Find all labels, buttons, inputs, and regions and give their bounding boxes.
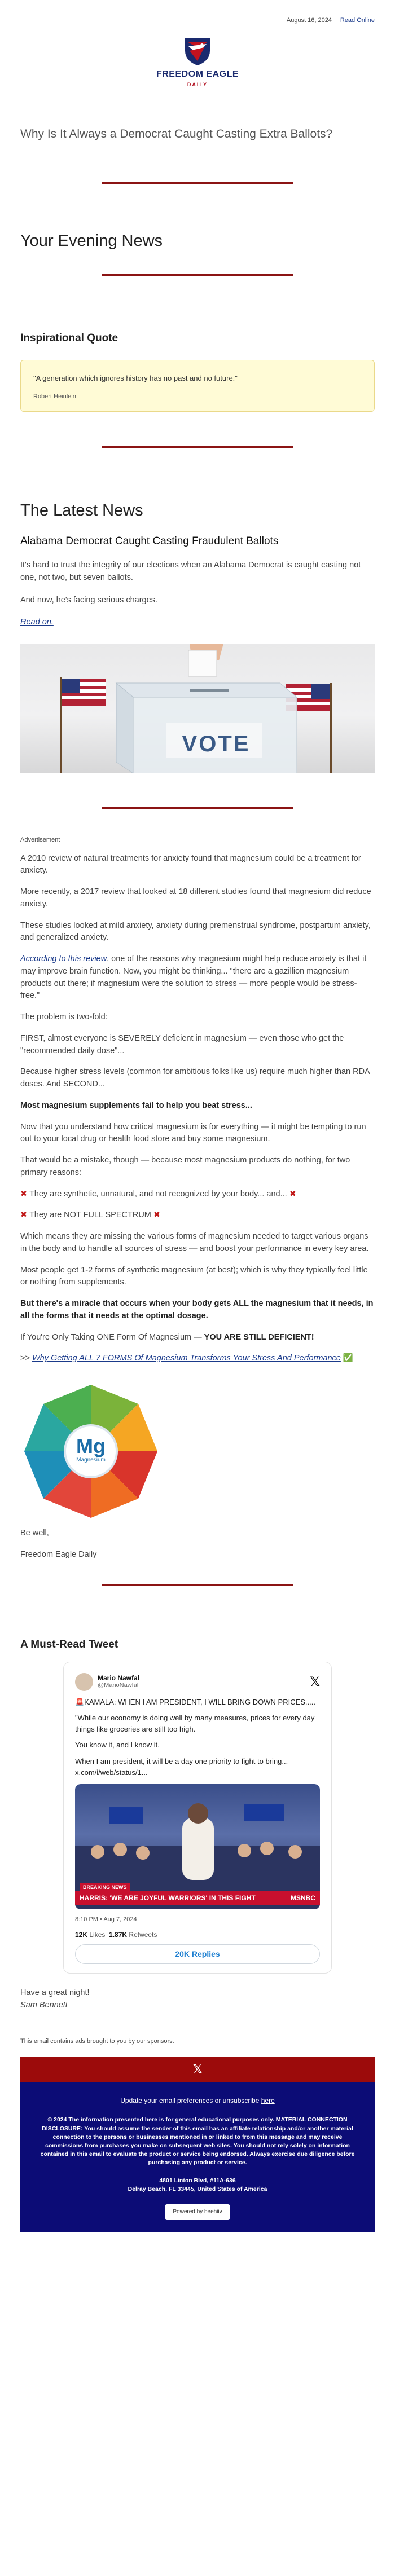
replies-button[interactable]: 20K Replies xyxy=(75,1944,320,1964)
tweet-header xyxy=(75,1672,320,1691)
mg-word: Magnesium xyxy=(76,1456,106,1463)
brand-name: FREEDOM EAGLE xyxy=(156,69,239,79)
subject-line: Why Is It Always a Democrat Caught Casting Extra Ballots? xyxy=(20,127,333,140)
x-logo-icon[interactable]: 𝕏 xyxy=(310,1675,320,1689)
powered-by-badge[interactable]: Powered by beehiiv xyxy=(165,2204,230,2220)
news-paragraph: It's hard to trust the integrity of our elections when an Alabama Democrat is caught casting not one, not two, but seven ballots. xyxy=(20,561,361,582)
tweet-time: 8:10 PM • Aug 7, 2024 xyxy=(75,1916,137,1923)
quote-heading: Inspirational Quote xyxy=(20,332,118,344)
cta-link[interactable]: Why Getting ALL 7 FORMS Of Magnesium Transforms Your Stress And Performance xyxy=(32,1354,341,1363)
ad-paragraph: A 2010 review of natural treatments for anxiety found that magnesium could be a treatment for anxiety. xyxy=(20,853,361,875)
banner-text: HARRIS: 'WE ARE JOYFUL WARRIORS' IN THIS FIGHT xyxy=(80,1894,256,1902)
quote-text: "A generation which ignores history has no past and no future." xyxy=(33,374,238,382)
preferences-line xyxy=(20,2082,375,2106)
reason-text: They are NOT FULL SPECTRUM xyxy=(29,1210,151,1220)
vote-label: VOTE xyxy=(182,732,251,756)
preferences-text: Update your email preferences or unsubscribe xyxy=(120,2097,261,2105)
ad-text-bold: YOU ARE STILL DEFICIENT! xyxy=(204,1332,314,1342)
ad-paragraph: That would be a mistake, though — because most magnesium products do nothing, for two primary reasons: xyxy=(20,1156,350,1177)
ad-paragraph: Now that you understand how critical magnesium is for everything — it might be tempting to run out to your local drug or health food store and buy some magnesium. xyxy=(20,1122,366,1144)
mg-symbol: Mg xyxy=(76,1434,106,1457)
ad-paragraph-bold: But there's a miracle that occurs when your body gets ALL the magnesium that it needs, in all the forms that it needs at the optimal dosage. xyxy=(20,1299,374,1320)
network-logo: MSNBC xyxy=(291,1894,315,1902)
ad-paragraph: Which means they are missing the various forms of magnesium needed to target various organs in the body and to handle all sources of stress — and boost your performance in every key area. xyxy=(20,1232,369,1253)
red-x-icon: ✖ xyxy=(153,1210,161,1220)
red-x-icon: ✖ xyxy=(289,1189,296,1199)
ad-paragraph: More recently, a 2017 review that looked at 18 different studies found that magnesium did reduce anxiety. xyxy=(20,887,371,909)
top-bar xyxy=(20,0,375,35)
tweet-line: "While our economy is doing well by many measures, prices for every day things like groceries are still too high. xyxy=(75,1714,315,1734)
x-social-icon[interactable]: 𝕏 xyxy=(192,2063,203,2076)
unsubscribe-link[interactable]: here xyxy=(261,2097,275,2105)
news-headline-link[interactable]: Alabama Democrat Caught Casting Fraudulent Ballots xyxy=(20,535,279,547)
separator: | xyxy=(335,17,337,24)
tweet-media[interactable] xyxy=(75,1784,320,1909)
mg-center xyxy=(20,1436,161,1463)
address-line: 4801 Linton Blvd, #11A-636 xyxy=(159,2177,236,2184)
tweet-author[interactable] xyxy=(98,1674,139,1690)
signoff-brand: Freedom Eagle Daily xyxy=(20,1549,97,1559)
tweet-line: You know it, and I know it. xyxy=(75,1741,160,1750)
ad-text: If You're Only Taking ONE Form Of Magnesium — xyxy=(20,1332,204,1342)
ad-paragraph xyxy=(20,953,375,1002)
footer xyxy=(20,2057,375,2232)
footer-social-bar xyxy=(20,2057,375,2082)
vote-ballot-image[interactable] xyxy=(20,644,375,773)
cta-prefix: >> xyxy=(20,1354,32,1363)
evening-news-title: Your Evening News xyxy=(20,232,163,250)
tweet-line: When I am president, it will be a day one priority to fight to bring... xyxy=(75,1756,288,1765)
closing-line: Have a great night! xyxy=(20,1988,90,1998)
reason-text: They are synthetic, unnatural, and not recognized by your body... and... xyxy=(29,1189,287,1199)
ad-paragraph: FIRST, almost everyone is SEVERELY deficient in magnesium — even those who get the "recommended daily dose"... xyxy=(20,1033,344,1055)
cta-paragraph xyxy=(20,1353,375,1365)
brand-sub: DAILY xyxy=(187,82,208,87)
likes-count: 12K xyxy=(75,1931,88,1939)
reason-item xyxy=(20,1209,375,1222)
signoff: Be well, xyxy=(20,1529,49,1538)
news-paragraph: And now, he's facing serious charges. xyxy=(20,595,157,605)
news-banner xyxy=(75,1891,320,1905)
eagle-shield-icon xyxy=(182,35,213,67)
author-handle: @MarioNawfal xyxy=(98,1682,139,1689)
latest-news-title: The Latest News xyxy=(20,501,143,519)
quote-author: Robert Heinlein xyxy=(33,393,76,400)
legal-disclaimer: © 2024 The information presented here is for general educational purposes only. MATERIAL CONNECTION DISCLOSURE: You should assume the sender of this email has an affiliate relationship and/or another material connection to the persons or businesses mentioned in or linked to from this message and may receive commissions from purchases you make on subsequent web sites. You should not rely solely on information contained in this email to evaluate the product or service being endorsed. Always exercise due diligence before purchasing any product or service. xyxy=(40,2116,355,2167)
author-name: Mario Nawfal xyxy=(98,1674,140,1682)
ad-paragraph: These studies looked at mild anxiety, anxiety during premenstrual syndrome, postpartum anxiety, and generalized anxiety. xyxy=(20,921,371,943)
quote-box xyxy=(20,360,375,412)
reason-item xyxy=(20,1188,375,1201)
mailing-address xyxy=(20,2168,375,2195)
ad-paragraph-bold: Most magnesium supplements fail to help you beat stress... xyxy=(20,1100,252,1110)
ad-paragraph: The problem is two-fold: xyxy=(20,1012,108,1021)
magnesium-graphic[interactable] xyxy=(20,1381,161,1522)
tweet-link[interactable]: x.com/i/web/status/1... xyxy=(75,1768,148,1777)
likes-label: Likes xyxy=(89,1931,106,1939)
reposts-count: 1.87K xyxy=(109,1931,128,1939)
embedded-tweet[interactable] xyxy=(63,1662,332,1974)
read-online-link[interactable]: Read Online xyxy=(340,17,375,24)
red-x-icon: ✖ xyxy=(20,1210,28,1220)
breaking-label: BREAKING NEWS xyxy=(80,1883,130,1893)
tweet-text xyxy=(75,1697,320,1778)
address-line: Delray Beach, FL 33445, United States of America xyxy=(128,2186,267,2193)
read-on-link[interactable]: Read on. xyxy=(20,618,54,627)
tweet-stats xyxy=(75,1930,320,1940)
ad-paragraph xyxy=(20,1332,375,1344)
tweet-line: 🚨KAMALA: WHEN I AM PRESIDENT, I WILL BRING DOWN PRICES..... xyxy=(75,1698,315,1706)
check-icon: ✅ xyxy=(343,1354,353,1363)
ad-paragraph: Because higher stress levels (common for ambitious folks like us) require much higher than RDA doses. And SECOND... xyxy=(20,1067,370,1089)
brand-logo[interactable] xyxy=(20,35,375,120)
ad-paragraph: Most people get 1-2 forms of synthetic magnesium (at best); which is why they typically feel little or nothing from supplements. xyxy=(20,1265,368,1287)
ad-text: , one of the reasons why magnesium might help reduce anxiety is that it may improve brain function. Now, you might be thinking... "there are a gazillion magnesium products out there; if magnesium were the solution to stress — more people would be stress-free." xyxy=(20,954,367,1001)
review-link[interactable]: According to this review xyxy=(20,954,107,963)
ad-label: Advertisement xyxy=(20,836,60,843)
closing-signature: Sam Bennett xyxy=(20,2001,68,2010)
avatar[interactable] xyxy=(75,1673,93,1691)
issue-date: August 16, 2024 xyxy=(286,17,332,24)
reposts-label: Retweets xyxy=(129,1931,157,1939)
sponsor-note: This email contains ads brought to you by our sponsors. xyxy=(20,2037,174,2045)
tweet-section-title: A Must-Read Tweet xyxy=(20,1638,118,1650)
red-x-icon: ✖ xyxy=(20,1189,28,1199)
